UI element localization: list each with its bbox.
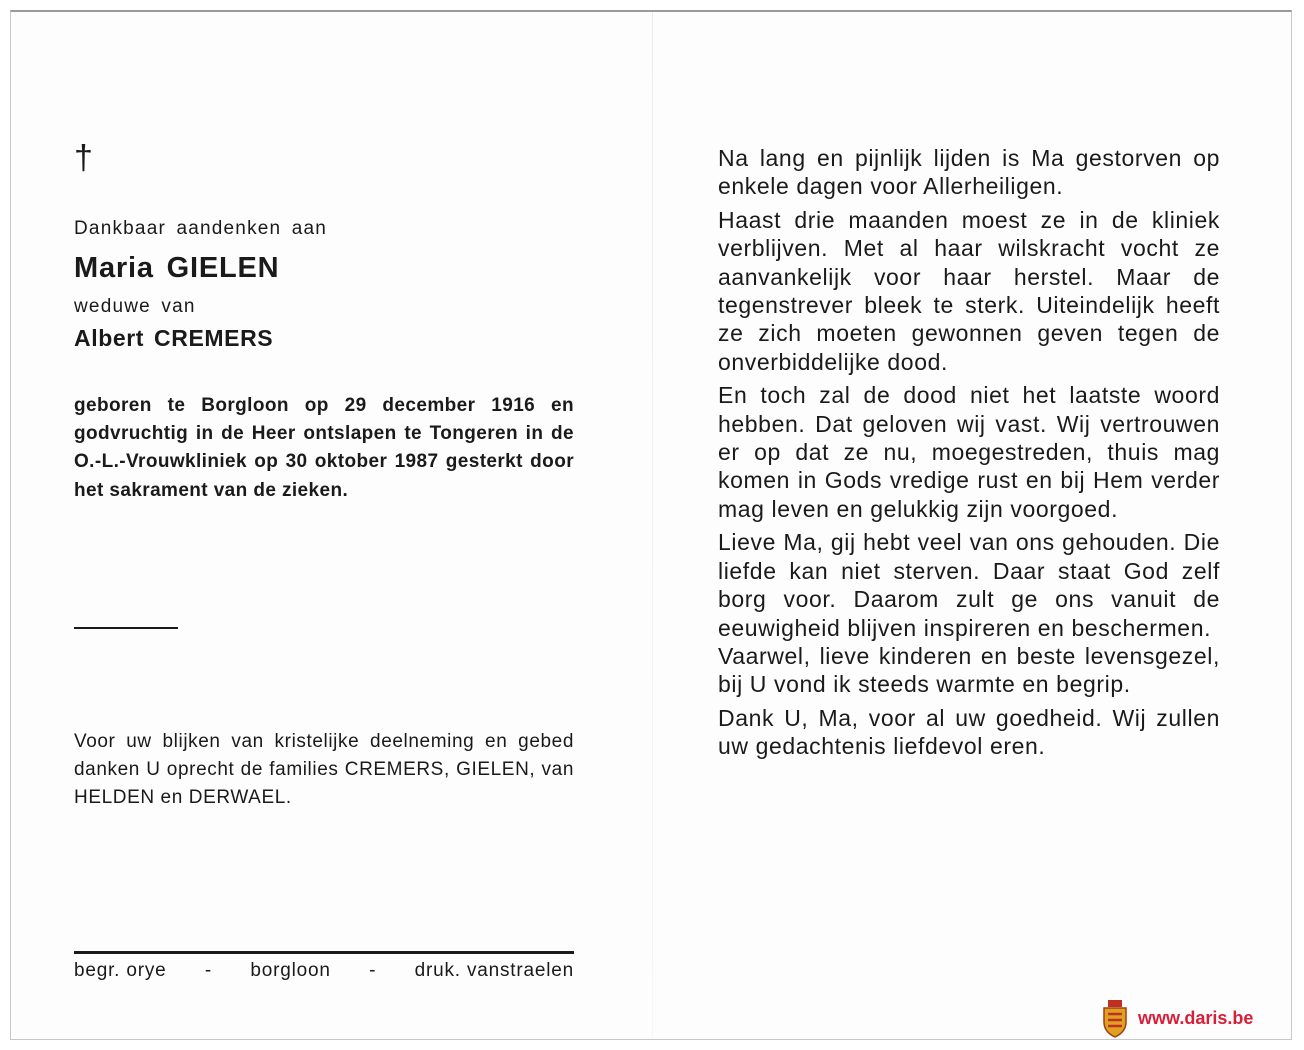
cross-icon: † bbox=[74, 139, 93, 177]
eulogy-paragraph-1: Na lang en pijnlijk lijden is Ma gestorven op enkele dagen voor Allerheiligen. bbox=[718, 145, 1220, 200]
printer-part-3: druk. vanstraelen bbox=[414, 960, 574, 981]
widow-of-label: weduwe van bbox=[74, 296, 196, 317]
eulogy-column bbox=[718, 144, 1220, 766]
watermark bbox=[1100, 998, 1253, 1038]
printer-divider bbox=[74, 951, 574, 954]
eulogy-paragraph-4: Lieve Ma, gij hebt veel van ons gehouden. Die liefde kan niet sterven. Daar staat God zelf borg voor. Daarom zult ge ons vanuit de eeuwigheid blijven inspireren en beschermen. bbox=[718, 529, 1220, 641]
card-fold-line bbox=[652, 12, 653, 1038]
eulogy-paragraph-2: Haast drie maanden moest ze in de kliniek verblijven. Met al haar wilskracht vocht ze aanvankelijk voor haar herstel. Maar de tegenstrever bleek te sterk. Uiteindelijk heeft ze zich moeten gewonnen geven tegen de onverbiddelijke dood. bbox=[718, 206, 1220, 375]
daris-crest-icon bbox=[1100, 998, 1130, 1038]
deceased-name: Maria GIELEN bbox=[74, 252, 280, 284]
printer-separator-1: - bbox=[204, 960, 213, 981]
printer-part-1: begr. orye bbox=[74, 960, 167, 981]
thanks-text: Voor uw blijken van kristelijke deelneming en gebed danken U oprecht de families CREMERS, GIELEN, van HELDEN en DERWAEL. bbox=[74, 731, 574, 809]
birth-death-text: geboren te Borgloon op 29 december 1916 en godvruchtig in de Heer ontslapen te Tongeren in de O.-L.-Vrouwkliniek op 30 oktober 1987 gesterkt door het sakrament van de zieken. bbox=[74, 395, 574, 501]
printer-separator-2: - bbox=[369, 960, 377, 981]
short-divider bbox=[74, 627, 178, 629]
printer-part-2: borgloon bbox=[250, 960, 331, 981]
remembrance-intro: Dankbaar aandenken aan bbox=[74, 218, 328, 239]
eulogy-paragraph-3: En toch zal de dood niet het laatste woord hebben. Dat geloven wij vast. Wij vertrouwen er op dat ze nu, moegestreden, thuis mag komen in Gods vredige rust en bij Hem verder mag leven en gelukkig zijn voorgoed. bbox=[718, 382, 1220, 522]
printer-credits bbox=[74, 960, 574, 982]
eulogy-paragraph-6: Dank U, Ma, voor al uw goedheid. Wij zullen uw gedachtenis liefdevol eren. bbox=[718, 704, 1220, 760]
watermark-url[interactable]: www.daris.be bbox=[1138, 1007, 1254, 1028]
eulogy-paragraph-5: Vaarwel, lieve kinderen en beste levensgezel, bij U vond ik steeds warmte en begrip. bbox=[718, 642, 1220, 698]
husband-name: Albert CREMERS bbox=[74, 325, 274, 351]
